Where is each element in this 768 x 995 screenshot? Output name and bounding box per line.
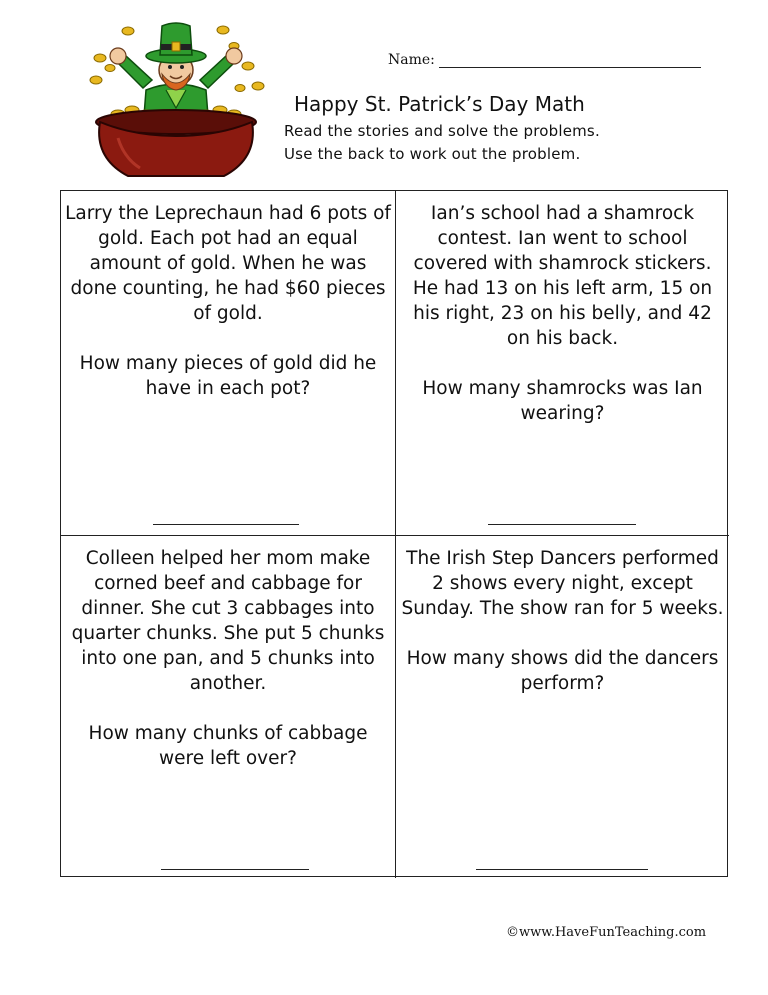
copyright-footer: ©www.HaveFunTeaching.com	[506, 925, 707, 940]
problem-story: Colleen helped her mom make corned beef and cabbage for dinner. She cut 3 cabbages into quarter chunks. She put 5 chunks into one pan, and 5 chunks into another.	[71, 548, 385, 694]
problem-grid	[60, 190, 728, 877]
problem-cell	[396, 191, 729, 536]
leprechaun-hat	[146, 23, 206, 63]
problem-story: Larry the Leprechaun had 6 pots of gold. Each pot had an equal amount of gold. When he was done counting, he had $60 pieces of gold.	[65, 203, 391, 324]
instruction-line-1: Read the stories and solve the problems.	[284, 122, 600, 140]
name-blank-line[interactable]	[439, 53, 701, 68]
problem-story: Ian’s school had a shamrock contest. Ian went to school covered with shamrock stickers. He had 13 on his left arm, 15 on his right, 23 on his belly, and 42 on his back.	[412, 203, 713, 349]
problem-cell	[61, 191, 396, 536]
answer-blank-line[interactable]	[488, 524, 636, 525]
problem-question: How many shows did the dancers perform?	[406, 648, 719, 694]
answer-blank-line[interactable]	[476, 869, 648, 870]
problem-question: How many pieces of gold did he have in each pot?	[79, 353, 377, 399]
name-label: Name:	[388, 52, 435, 68]
name-field[interactable]	[388, 46, 718, 68]
problem-question: How many chunks of cabbage were left over?	[88, 723, 368, 769]
problem-question: How many shamrocks was Ian wearing?	[422, 378, 703, 424]
instruction-line-2: Use the back to work out the problem.	[284, 145, 581, 163]
answer-blank-line[interactable]	[153, 524, 299, 525]
cauldron-icon	[96, 110, 256, 176]
problem-story: The Irish Step Dancers performed 2 shows every night, except Sunday. The show ran for 5 weeks.	[401, 548, 724, 619]
answer-blank-line[interactable]	[161, 869, 309, 870]
page-title: Happy St. Patrick’s Day Math	[294, 92, 585, 116]
problem-cell	[61, 536, 396, 878]
problem-cell	[396, 536, 729, 878]
leprechaun-pot-of-gold-illustration	[88, 18, 266, 183]
